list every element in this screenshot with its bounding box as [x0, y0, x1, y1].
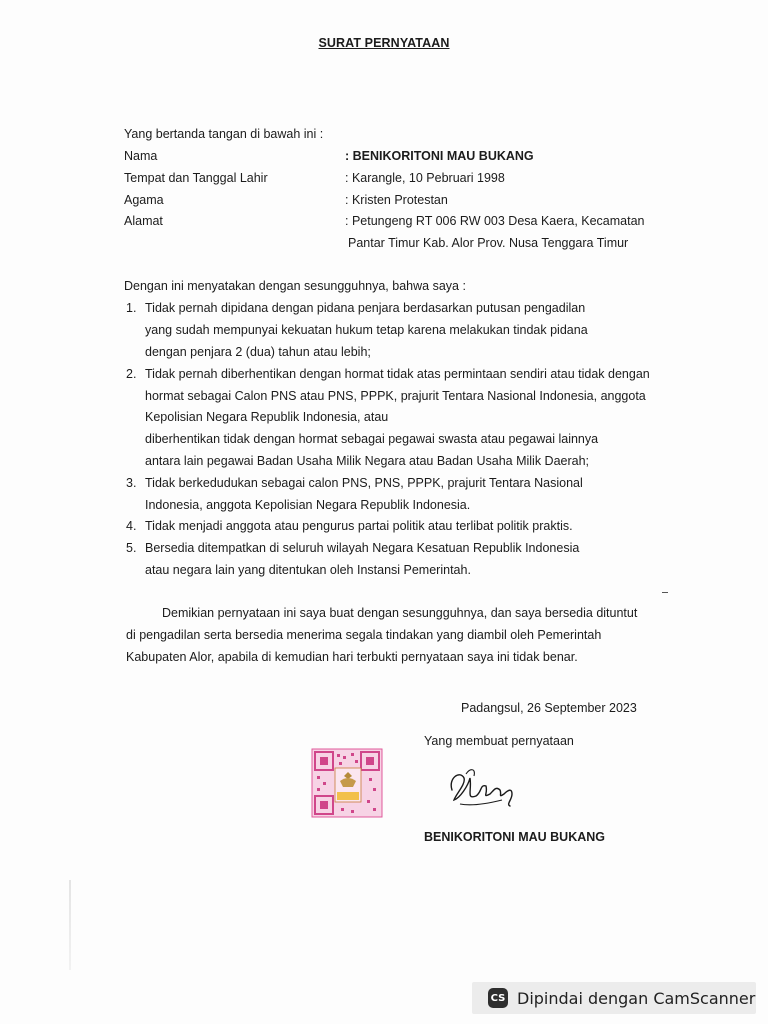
- item-line: Tidak pernah diberhentikan dengan hormat tidak atas permintaan sendiri atau tidak dengan: [145, 367, 650, 381]
- item-number: 2.: [126, 367, 137, 381]
- signer-name: BENIKORITONI MAU BUKANG: [424, 830, 606, 844]
- item-number: 5.: [126, 541, 137, 555]
- item-line: antara lain pegawai Badan Usaha Milik Negara atau Badan Usaha Milik Daerah;: [145, 454, 590, 468]
- item-line: yang sudah mempunyai kekuatan hukum tetap karena melakukan tindak pidana: [145, 323, 588, 337]
- item-line: diberhentikan tidak dengan hormat sebagai pegawai swasta atau pegawai lainnya: [145, 432, 599, 446]
- field-value-nama: : BENIKORITONI MAU BUKANG: [345, 149, 534, 163]
- field-label-alamat: Alamat: [124, 214, 163, 228]
- field-value-alamat-cont: Pantar Timur Kab. Alor Prov. Nusa Tenggara Timur: [348, 236, 629, 250]
- field-value-ttl: : Karangle, 10 Pebruari 1998: [345, 171, 505, 185]
- item-line: Bersedia ditempatkan di seluruh wilayah Negara Kesatuan Republik Indonesia: [145, 541, 580, 555]
- camscanner-watermark: [472, 982, 756, 1014]
- field-value-alamat: : Petungeng RT 006 RW 003 Desa Kaera, Kecamatan: [345, 214, 645, 228]
- item-line: atau negara lain yang ditentukan oleh Instansi Pemerintah.: [145, 563, 471, 577]
- item-line: Tidak menjadi anggota atau pengurus partai politik atau terlibat politik praktis.: [145, 519, 573, 533]
- item-number: 1.: [126, 301, 137, 315]
- item-line: hormat sebagai Calon PNS atau PNS, PPPK, prajurit Tentara Nasional Indonesia, anggota: [145, 389, 646, 403]
- intro-text: Yang bertanda tangan di bawah ini :: [124, 127, 324, 141]
- closing-line: Kabupaten Alor, apabila di kemudian hari terbukti pernyataan saya ini tidak benar.: [126, 650, 578, 664]
- camscanner-logo-icon: CS: [488, 988, 508, 1008]
- watermark-text: Dipindai dengan CamScanner: [517, 988, 756, 1008]
- scan-artifact: [662, 592, 668, 593]
- item-line: Tidak berkedudukan sebagai calon PNS, PNS, PPPK, prajurit Tentara Nasional: [145, 476, 583, 490]
- maker-label: Yang membuat pernyataan: [424, 734, 574, 748]
- meterai-stamp-icon: [311, 748, 383, 818]
- field-label-ttl: Tempat dan Tanggal Lahir: [124, 171, 268, 185]
- closing-line: di pengadilan serta bersedia menerima segala tindakan yang diambil oleh Pemerintah: [126, 628, 602, 642]
- statement-lead: Dengan ini menyatakan dengan sesungguhnya, bahwa saya :: [124, 279, 466, 293]
- signature-icon: [446, 760, 520, 812]
- field-label-agama: Agama: [124, 193, 164, 207]
- closing-line: Demikian pernyataan ini saya buat dengan sesungguhnya, dan saya bersedia dituntut: [162, 606, 638, 620]
- item-line: dengan penjara 2 (dua) tahun atau lebih;: [145, 345, 371, 359]
- item-number: 3.: [126, 476, 137, 490]
- item-number: 4.: [126, 519, 137, 533]
- item-line: Kepolisian Negara Republik Indonesia, atau: [145, 410, 389, 424]
- item-line: Tidak pernah dipidana dengan pidana penjara berdasarkan putusan pengadilan: [145, 301, 586, 315]
- document-title: SURAT PERNYATAAN: [318, 36, 450, 50]
- field-label-nama: Nama: [124, 149, 158, 163]
- item-line: Indonesia, anggota Kepolisian Negara Republik Indonesia.: [145, 498, 471, 512]
- field-value-agama: : Kristen Protestan: [345, 193, 448, 207]
- scan-artifact: [69, 880, 71, 970]
- place-date: Padangsul, 26 September 2023: [461, 701, 637, 715]
